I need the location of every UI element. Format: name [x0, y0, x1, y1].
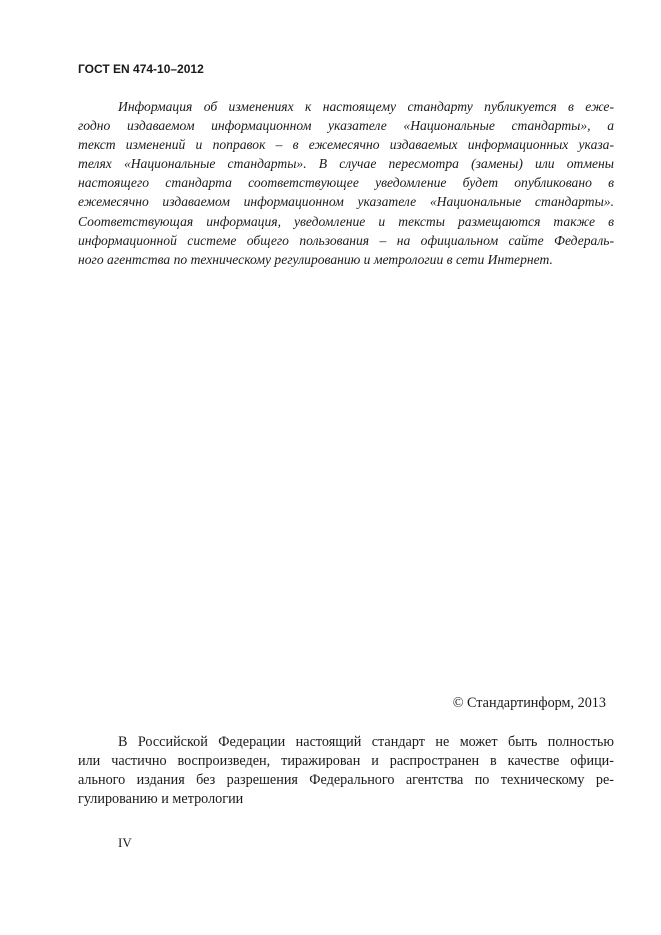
- info-notice-line: информационной системе общего пользования – на официальном сайте Федераль-: [78, 232, 614, 248]
- info-notice-paragraph: [78, 97, 614, 269]
- info-notice-line: Информация об изменениях к настоящему стандарту публикуется в еже-: [118, 99, 614, 114]
- info-notice-line: Соответствующая информация, уведомление и тексты размещаются также в: [78, 213, 614, 229]
- rights-notice-line: или частично воспроизведен, тиражирован и распространен в качестве офици-: [78, 753, 614, 769]
- info-notice-line: текст изменений и поправок – в ежемесячно издаваемых информационных указа-: [78, 137, 614, 153]
- info-notice-line: ежемесячно издаваемом информационном указателе «Национальные стандарты».: [78, 194, 614, 210]
- standard-code-header: ГОСТ EN 474-10–2012: [78, 62, 204, 76]
- info-notice-line: настоящего стандарта соответствующее уведомление будет опубликовано в: [78, 175, 614, 191]
- copyright-notice: © Стандартинформ, 2013: [452, 695, 606, 711]
- rights-notice-line: гулированию и метрологии: [78, 791, 244, 807]
- rights-notice-paragraph: [78, 733, 614, 809]
- info-notice-line: ного агентства по техническому регулированию и метрологии в сети Интернет.: [78, 251, 553, 267]
- page-number: IV: [118, 835, 132, 850]
- rights-notice-line: ального издания без разрешения Федерального агентства по техническому ре-: [78, 772, 614, 788]
- info-notice-line: годно издаваемом информационном указателе «Национальные стандарты», а: [78, 118, 614, 134]
- rights-notice-line: В Российской Федерации настоящий стандарт не может быть полностью: [118, 734, 614, 750]
- info-notice-line: телях «Национальные стандарты». В случае пересмотра (замены) или отмены: [78, 156, 614, 172]
